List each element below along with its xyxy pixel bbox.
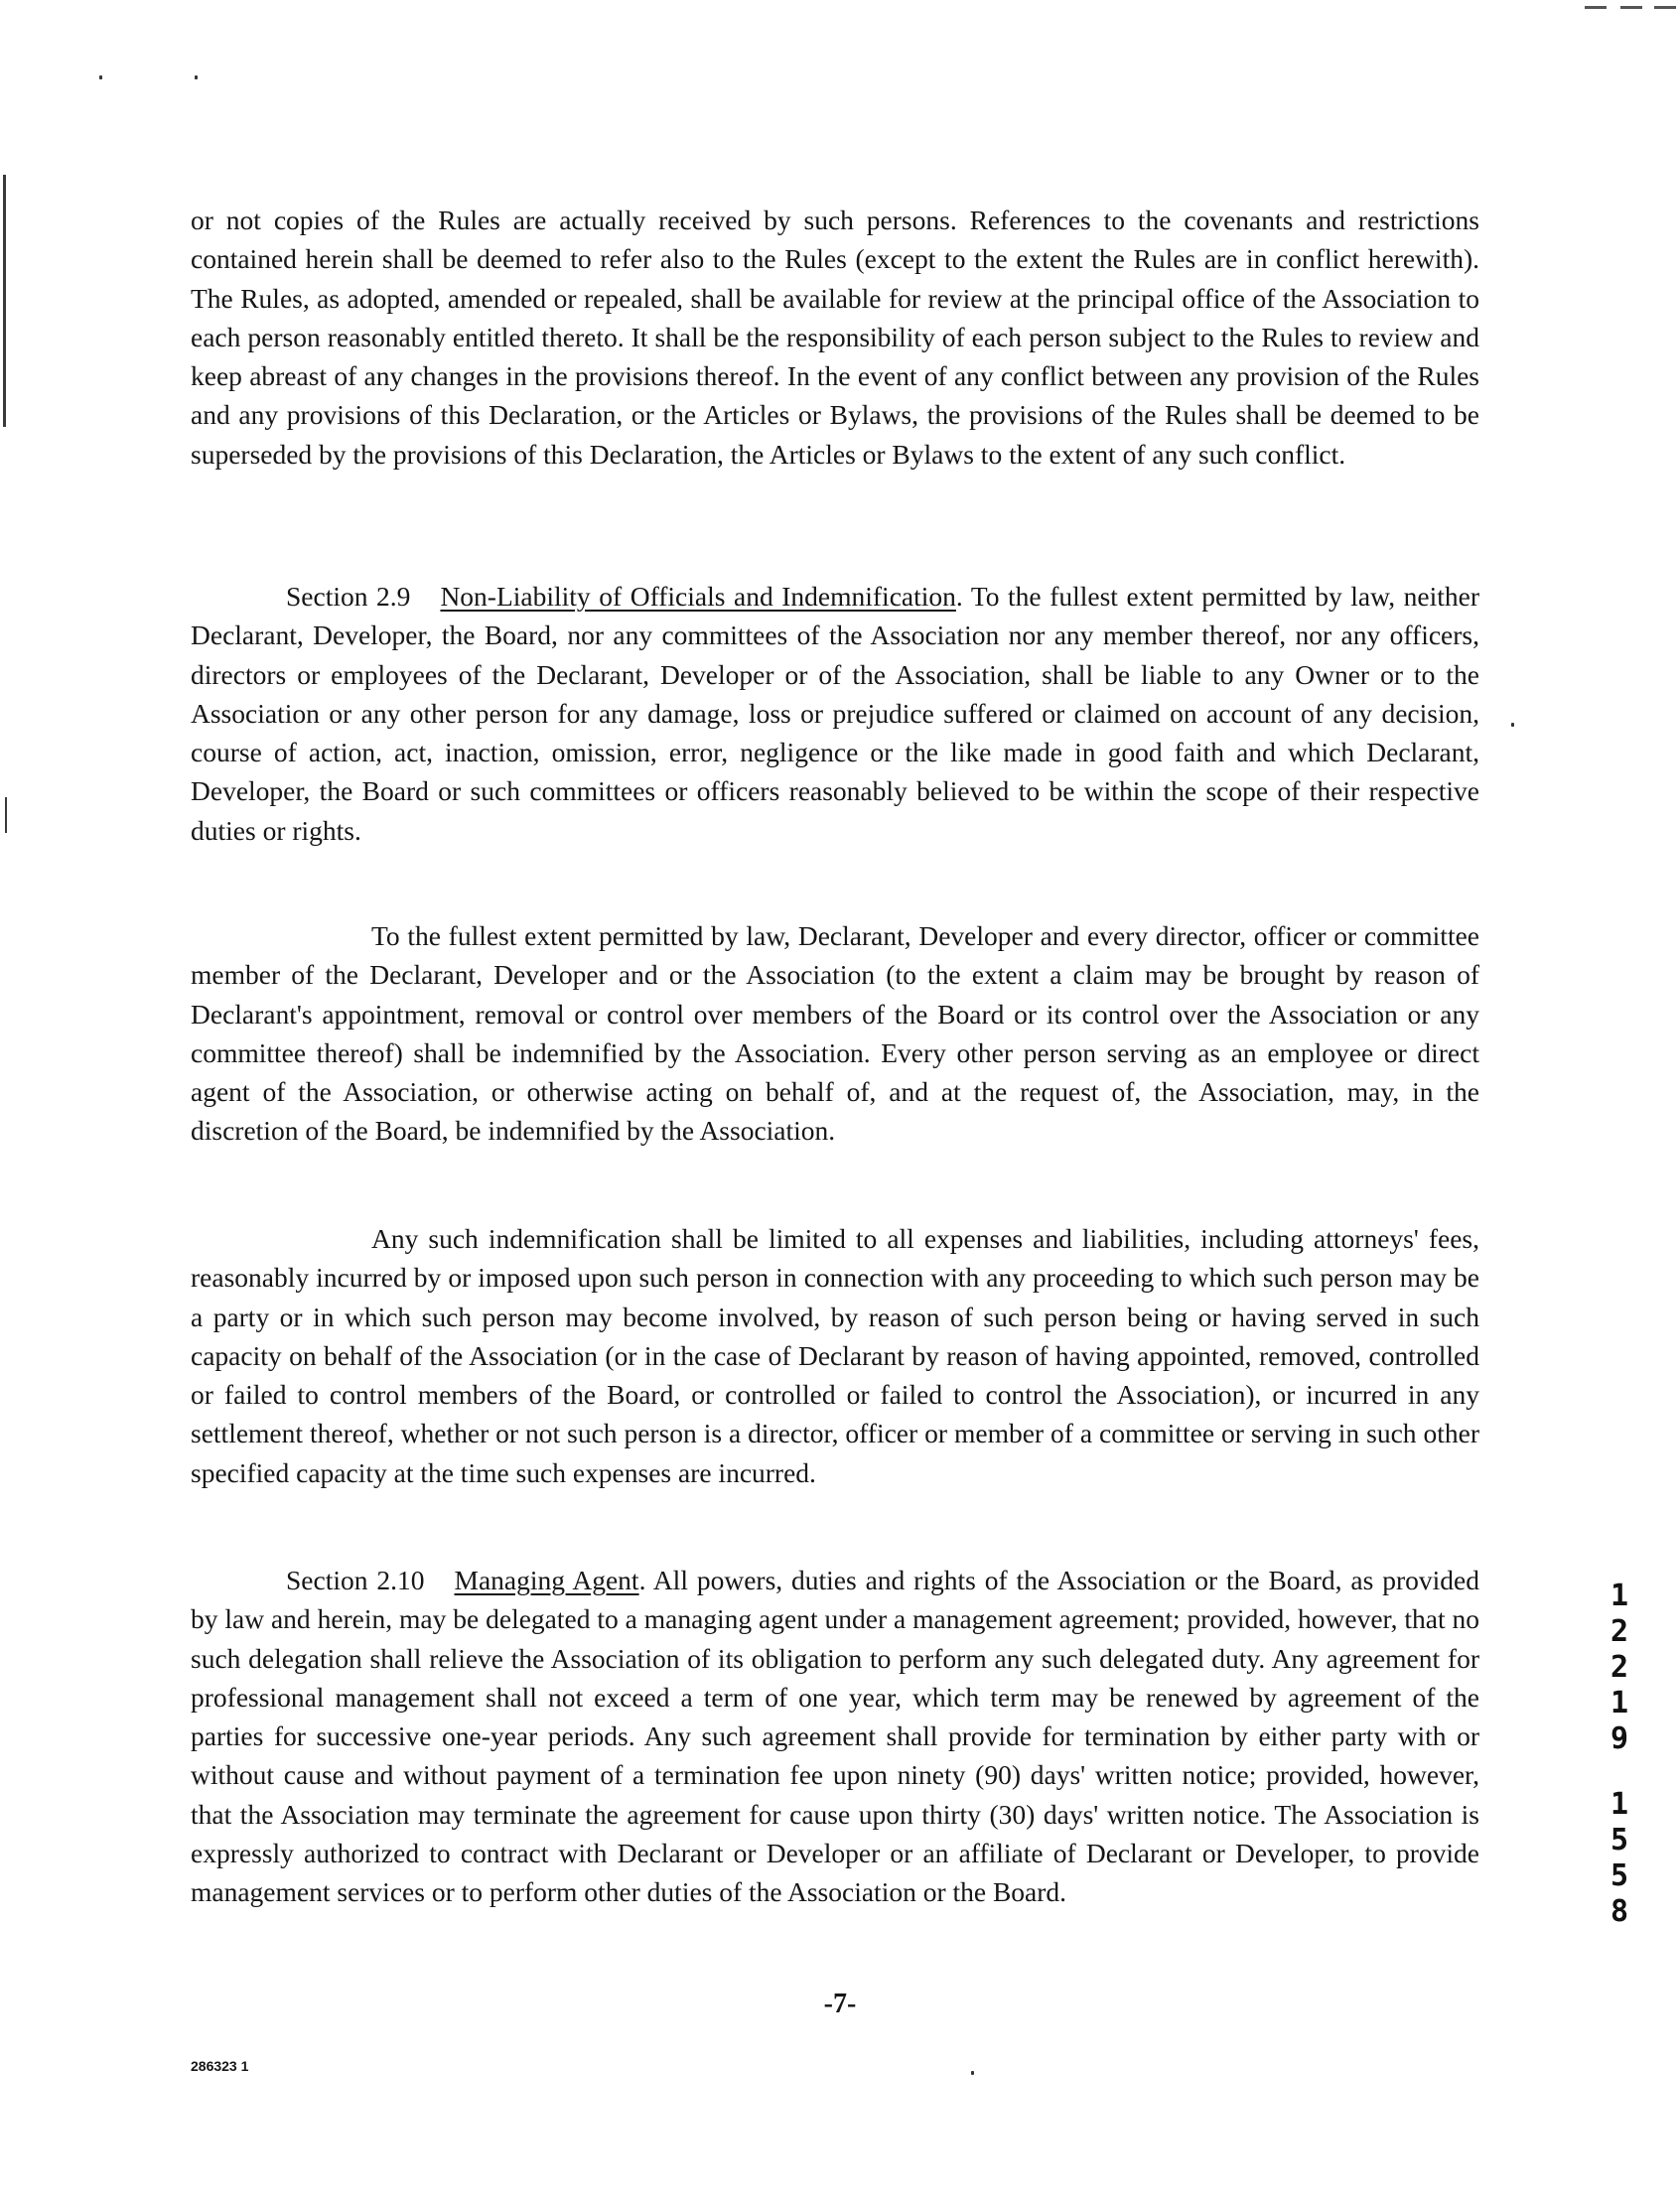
- document-id: 286323 1: [191, 2058, 249, 2074]
- paragraph-indemnification-scope: [191, 916, 1479, 1151]
- page-number: -7-: [823, 1989, 857, 2019]
- paragraph-indemnification-limits: [191, 1219, 1479, 1492]
- stamp-digit: 1: [1610, 1686, 1629, 1720]
- section-number: Section 2.10: [286, 1565, 425, 1595]
- stamp-digit: 5: [1610, 1858, 1629, 1893]
- section-2-10: [191, 1561, 1479, 1912]
- paragraph-rules-continuation: [191, 201, 1479, 474]
- paragraph-text: or not copies of the Rules are actually received by such persons. References to the covenants and restrictions contained herein shall be deemed to refer also to the Rules (except to the extent the Rules are in conflict herewith). The Rules, as adopted, amended or repealed, shall be available for review at the principal office of the Association to each person reasonably entitled thereto. It shall be the responsibility of each person subject to the Rules to review and keep abreast of any changes in the provisions thereof. In the event of any conflict between any provision of the Rules and any provisions of this Declaration, or the Articles or Bylaws, the provisions of the Rules shall be deemed to be superseded by the provisions of this Declaration, the Articles or Bylaws to the extent of any such conflict.: [191, 205, 1479, 470]
- section-2-9: [191, 577, 1479, 850]
- stamp-digit: 8: [1610, 1894, 1629, 1929]
- stamp-digit: 9: [1610, 1721, 1629, 1756]
- section-title: Non-Liability of Officials and Indemnification: [440, 581, 956, 612]
- scan-artifact-dash: [1585, 6, 1607, 9]
- paragraph-text: Any such indemnification shall be limited to all expenses and liabilities, including attorneys' fees, reasonably incurred by or imposed upon such person in connection with any proceeding to which such person may be a party or in which such person may become involved, by reason of such person being or having served in such capacity on behalf of the Association (or in the case of Declarant by reason of having appointed, removed, controlled or failed to control members of the Board, or controlled or failed to control the Association), or incurred in any settlement thereof, whether or not such person is a director, officer or member of a committee or serving in such other specified capacity at the time such expenses are incurred.: [191, 1223, 1479, 1488]
- scan-speck: [1511, 723, 1514, 727]
- scan-artifact-dash: [1654, 6, 1676, 9]
- scan-speck: [99, 75, 102, 79]
- margin-stamp-upper: [1605, 1579, 1634, 1757]
- stamp-digit: 2: [1610, 1650, 1629, 1685]
- margin-stamp-lower: [1605, 1787, 1634, 1930]
- stamp-digit: 2: [1610, 1614, 1629, 1649]
- section-title: Managing Agent: [454, 1565, 639, 1595]
- margin-bar: [3, 175, 6, 427]
- scan-artifact-dash: [1620, 6, 1642, 9]
- section-body: . To the fullest extent permitted by law, neither Declarant, Developer, the Board, nor any committees of the Association nor any member thereof, nor any officers, directors or employees of the Declarant, Developer or of the Association, shall be liable to any Owner or to the Association or any other person for any damage, loss or prejudice suffered or claimed on account of any decision, course of action, act, inaction, omission, error, negligence or the like made in good faith and which Declarant, Developer, the Board or such committees or officers reasonably believed to be within the scope of their respective duties or rights.: [191, 581, 1480, 846]
- stamp-digit: 5: [1610, 1823, 1629, 1857]
- paragraph-text: To the fullest extent permitted by law, Declarant, Developer and every director, officer or committee member of the Declarant, Developer and or the Association (to the extent a claim may be brought by reason of Declarant's appointment, removal or control over members of the Board or its control over the Association or any committee thereof) shall be indemnified by the Association. Every other person serving as an employee or direct agent of the Association, or otherwise acting on behalf of, and at the request of, the Association, may, in the discretion of the Board, be indemnified by the Association.: [191, 920, 1479, 1147]
- scan-speck: [971, 2071, 974, 2075]
- section-body: . All powers, duties and rights of the Association or the Board, as provided by law and herein, may be delegated to a managing agent under a management agreement; provided, however, that no such delegation shall relieve the Association of its obligation to perform any such delegated duty. Any agreement for professional management shall not exceed a term of one year, which term may be renewed by agreement of the parties for successive one-year periods. Any such agreement shall provide for termination by either party with or without cause and without payment of a termination fee upon ninety (90) days' written notice; provided, however, that the Association may terminate the agreement for cause upon thirty (30) days' written notice. The Association is expressly authorized to contract with Declarant or Developer or an affiliate of Declarant or Developer, to provide management services or to perform other duties of the Association or the Board.: [191, 1565, 1479, 1908]
- stamp-digit: 1: [1610, 1787, 1629, 1822]
- scan-speck: [195, 75, 198, 79]
- margin-bar: [5, 797, 7, 833]
- section-number: Section 2.9: [286, 581, 411, 612]
- stamp-digit: 1: [1610, 1579, 1629, 1613]
